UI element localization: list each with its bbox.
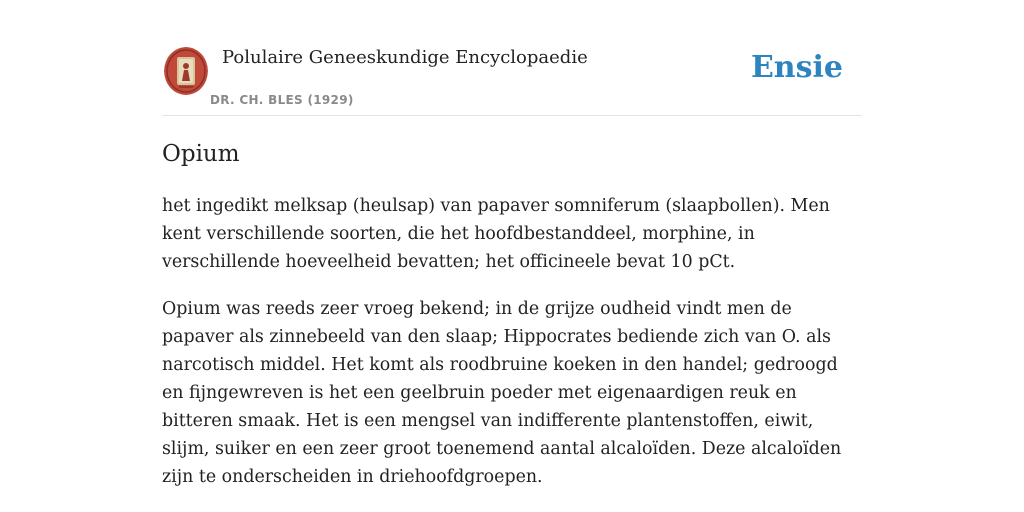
book-cover-icon[interactable] [164, 47, 208, 95]
entry-paragraph: het ingedikt melksap (heulsap) van papaver somniferum (slaapbollen). Men kent verschillende soorten, die het hoofdbestanddeel, morphine, in verschillende hoeveelheid bevatten; het officineele bevat 10 pCt. [162, 196, 830, 272]
book-author: DR. CH. BLES (1929) [210, 93, 354, 107]
entry-body [162, 192, 862, 510]
header [162, 0, 862, 116]
entry-paragraph: Opium was reeds zeer vroeg bekend; in de grijze oudheid vindt men de papaver als zinnebeeld van den slaap; Hippocrates bediende zich van O. als narcotisch middel. Het komt als roodbruine koeken in den handel; gedroogd en fijngewreven is het een geelbruin poeder met eigenaardigen reuk en bitteren smaak. Het is een mengsel van indifferente plantenstoffen, eiwit, slijm, suiker en een zeer groot toenemend aantal alcaloïden. Deze alcaloïden zijn te onderscheiden in driehoofdgroepen. [162, 299, 842, 487]
book-title[interactable]: Polulaire Geneeskundige Encyclopaedie [222, 47, 588, 68]
entry-title: Opium [162, 141, 240, 167]
ensie-logo-link[interactable]: Ensie [750, 50, 843, 85]
page [162, 0, 862, 512]
